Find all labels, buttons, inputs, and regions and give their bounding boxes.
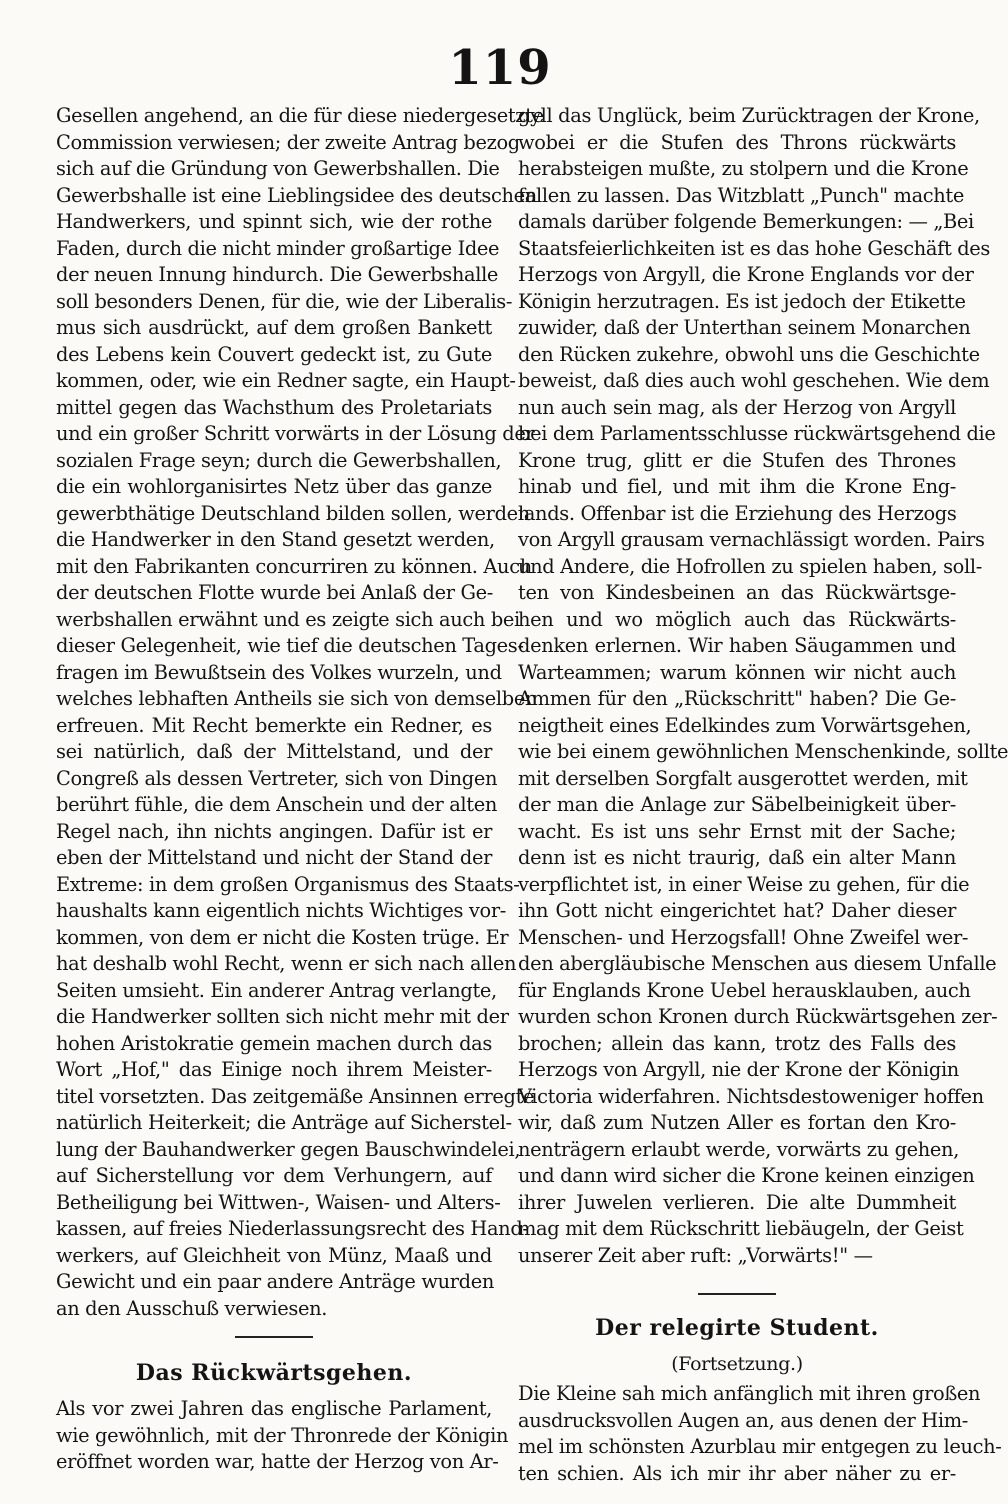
text-line: den abergläubische Menschen aus diesem Unfalle xyxy=(518,952,997,975)
text-line: welches lebhaften Antheils sie sich von demselben xyxy=(56,687,538,710)
text-line: der man die Anlage zur Säbelbeinigkeit über- xyxy=(518,793,956,816)
text-line: von Argyll grausam vernachlässigt worden. Pairs xyxy=(518,528,985,551)
article-rueckwaertsgehen-body xyxy=(56,1396,509,1476)
text-line: Betheiligung bei Wittwen-, Waisen- und Alters- xyxy=(56,1190,501,1214)
text-line: Wort „Hof," das Einige noch ihrem Meister- xyxy=(56,1058,492,1081)
text-line: die Handwerker sollten sich nicht mehr mit der xyxy=(56,1005,509,1028)
text-line: fragen im Bewußtsein des Volkes wurzeln, und xyxy=(56,660,502,684)
text-line: mit derselben Sorgfalt ausgerottet werden, mit xyxy=(518,766,968,790)
text-line: werkers, auf Gleichheit von Münz, Maaß und xyxy=(56,1243,492,1267)
text-line: soll besonders Denen, für die, wie der Liberalis- xyxy=(56,289,513,313)
text-line: Herzogs von Argyll, nie der Krone der Königin xyxy=(518,1058,959,1081)
text-line: ausdrucksvollen Augen an, aus denen der Him- xyxy=(518,1408,968,1432)
left-article-continuation xyxy=(56,103,544,1322)
text-line: für Englands Krone Uebel herausklauben, auch xyxy=(518,978,971,1002)
text-line: Menschen- und Herzogsfall! Ohne Zweifel wer- xyxy=(518,925,969,949)
text-line: Herzogs von Argyll, die Krone Englands vor der xyxy=(518,263,974,286)
right-column xyxy=(518,103,1008,1487)
text-line: Gewicht und ein paar andere Anträge wurden xyxy=(56,1270,494,1293)
text-line: eröffnet worden war, hatte der Herzog von Ar- xyxy=(56,1450,499,1473)
text-line: beweist, daß dies auch wohl geschehen. Wie dem xyxy=(518,369,990,392)
text-line: kommen, von dem er nicht die Kosten trüge. Er xyxy=(56,925,509,949)
text-line: Regel nach, ihn nichts angingen. Dafür ist er xyxy=(56,819,492,843)
text-line: ihrer Juwelen verlieren. Die alte Dummheit xyxy=(518,1190,956,1214)
text-line: haushalts kann eigentlich nichts Wichtiges vor- xyxy=(56,899,506,922)
text-line: lung der Bauhandwerker gegen Bauschwindelei, xyxy=(56,1137,521,1161)
text-line: zuwider, daß der Unterthan seinem Monarchen xyxy=(518,316,971,339)
text-line: denken erlernen. Wir haben Säugammen und xyxy=(518,634,956,657)
text-line: Congreß als dessen Vertreter, sich von Dingen xyxy=(56,766,498,790)
text-line: Staatsfeierlichkeiten ist es das hohe Geschäft des xyxy=(518,236,991,260)
text-line: Warteammen; warum können wir nicht auch xyxy=(518,660,956,684)
text-line: nenträgern erlaubt werde, vorwärts zu gehen, xyxy=(518,1137,960,1161)
left-column xyxy=(56,103,544,1476)
text-line: wie bei einem gewöhnlichen Menschenkinde, sollte xyxy=(518,740,1008,763)
text-line: sozialen Frage seyn; durch die Gewerbshallen, xyxy=(56,448,502,472)
text-line: titel vorsetzten. Das zeitgemäße Ansinnen erregte xyxy=(56,1084,535,1108)
text-line: kommen, oder, wie ein Redner sagte, ein Haupt- xyxy=(56,369,516,392)
text-line: und dann wird sicher die Krone keinen einzigen xyxy=(518,1164,975,1187)
text-line: kassen, auf freies Niederlassungsrecht des Hand- xyxy=(56,1217,529,1240)
text-line: denn ist es nicht traurig, daß ein alter Mann xyxy=(518,846,956,869)
article-relegirte-student-body xyxy=(518,1381,1002,1487)
text-line: wobei er die Stufen des Throns rückwärts xyxy=(518,130,956,154)
text-line: sei natürlich, daß der Mittelstand, und der xyxy=(56,740,492,763)
text-line: Als vor zwei Jahren das englische Parlament, xyxy=(56,1397,492,1420)
text-line: der neuen Innung hindurch. Die Gewerbshalle xyxy=(56,263,499,286)
text-line: lands. Offenbar ist die Erziehung des Herzogs xyxy=(518,501,957,525)
text-line: Commission verwiesen; der zweite Antrag bezog xyxy=(56,130,520,154)
text-line: wurden schon Kronen durch Rückwärtsgehen zer- xyxy=(518,1005,998,1028)
text-line: Ammen für den „Rückschritt" haben? Die Ge- xyxy=(518,687,956,710)
text-line: mittel gegen das Wachsthum des Proletariats xyxy=(56,395,492,419)
text-line: neigtheit eines Edelkindes zum Vorwärtsgehen, xyxy=(518,713,972,737)
text-line: und Andere, die Hofrollen zu spielen haben, soll- xyxy=(518,554,982,578)
text-line: wacht. Es ist uns sehr Ernst mit der Sache; xyxy=(518,819,956,843)
text-line: auf Sicherstellung vor dem Verhungern, auf xyxy=(56,1164,492,1187)
text-line: hohen Aristokratie gemein machen durch das xyxy=(56,1031,492,1055)
text-line: fallen zu lassen. Das Witzblatt „Punch" machte xyxy=(518,183,964,207)
text-line: des Lebens kein Couvert gedeckt ist, zu Gute xyxy=(56,342,492,366)
text-line: brochen; allein das kann, trotz des Falls des xyxy=(518,1031,956,1055)
text-line: verpflichtet ist, in einer Weise zu gehen, für die xyxy=(518,872,970,896)
text-line: eben der Mittelstand und nicht der Stand der xyxy=(56,846,492,869)
text-line: mel im schönsten Azurblau mir entgegen zu leuch- xyxy=(518,1435,1002,1458)
text-line: gyll das Unglück, beim Zurücktragen der Krone, xyxy=(518,104,980,127)
text-line: erfreuen. Mit Recht bemerkte ein Redner, es xyxy=(56,713,492,737)
text-line: Krone trug, glitt er die Stufen des Thrones xyxy=(518,448,956,472)
text-line: gewerbthätige Deutschland bilden sollen, werden xyxy=(56,501,530,525)
text-line: Faden, durch die nicht minder großartige Idee xyxy=(56,236,500,260)
text-line: dieser Gelegenheit, wie tief die deutschen Tages- xyxy=(56,634,524,657)
text-line: werbshallen erwähnt und es zeigte sich auch bei xyxy=(56,607,520,631)
section-divider xyxy=(235,1336,313,1338)
text-line: hen und wo möglich auch das Rückwärts- xyxy=(518,607,956,631)
text-line: berührt fühle, die dem Anschein und der alten xyxy=(56,793,497,816)
section-divider xyxy=(698,1293,776,1295)
page-number: 119 xyxy=(448,40,552,96)
section-title-rueckwaertsgehen: Das Rückwärtsgehen. xyxy=(135,1360,413,1386)
text-line: bei dem Parlamentsschlusse rückwärtsgehend die xyxy=(518,422,996,445)
text-line: Gesellen angehend, an die für diese niedergesetzte xyxy=(56,104,544,127)
text-line: die Handwerker in den Stand gesetzt werden, xyxy=(56,528,495,551)
text-line: ihn Gott nicht eingerichtet hat? Daher dieser xyxy=(518,899,956,922)
text-line: damals darüber folgende Bemerkungen: — „Bei xyxy=(518,210,974,233)
text-line: mag mit dem Rückschritt liebäugeln, der Geist xyxy=(518,1217,964,1240)
section-title-relegirte-student: Der relegirte Student. xyxy=(595,1315,879,1341)
text-line: Gewerbshalle ist eine Lieblingsidee des deutschen xyxy=(56,183,537,207)
text-line: Die Kleine sah mich anfänglich mit ihren großen xyxy=(518,1382,981,1405)
text-line: Seiten umsieht. Ein anderer Antrag verlangte, xyxy=(56,978,497,1002)
text-line: hat deshalb wohl Recht, wenn er sich nach allen xyxy=(56,952,517,975)
text-line: mit den Fabrikanten concurriren zu können. Auch xyxy=(56,554,532,578)
text-line: hinab und fiel, und mit ihm die Krone Eng- xyxy=(518,475,956,498)
text-line: Victoria widerfahren. Nichtsdestoweniger hoffen xyxy=(518,1084,984,1108)
text-line: unserer Zeit aber ruft: „Vorwärts!" — xyxy=(518,1243,873,1267)
text-line: sich auf die Gründung von Gewerbshallen. Die xyxy=(56,157,500,180)
text-line: ten schien. Als ich mir ihr aber näher zu er- xyxy=(518,1461,956,1485)
text-line: der deutschen Flotte wurde bei Anlaß der Ge- xyxy=(56,581,493,604)
text-line: wie gewöhnlich, mit der Thronrede der Königin xyxy=(56,1423,509,1447)
text-line: nun auch sein mag, als der Herzog von Argyll xyxy=(518,395,956,419)
text-line: die ein wohlorganisirtes Netz über das ganze xyxy=(56,475,492,498)
text-line: ten von Kindesbeinen an das Rückwärtsge- xyxy=(518,581,956,604)
text-line: mus sich ausdrückt, auf dem großen Bankett xyxy=(56,316,492,339)
text-line: Extreme: in dem großen Organismus des Staats- xyxy=(56,872,520,896)
text-line: an den Ausschuß verwiesen. xyxy=(56,1296,328,1320)
section-subtitle: (Fortsetzung.) xyxy=(671,1353,803,1375)
text-line: und ein großer Schritt vorwärts in der Lösung der xyxy=(56,422,535,445)
article-rueckwaertsgehen-continuation xyxy=(518,103,1008,1269)
text-line: wir, daß zum Nutzen Aller es fortan den Kro- xyxy=(518,1111,956,1134)
text-line: Handwerkers, und spinnt sich, wie der rothe xyxy=(56,210,492,233)
text-line: herabsteigen mußte, zu stolpern und die Krone xyxy=(518,157,969,180)
text-line: natürlich Heiterkeit; die Anträge auf Sicherstel- xyxy=(56,1111,512,1134)
text-line: Königin herzutragen. Es ist jedoch der Etikette xyxy=(518,289,966,313)
text-line: den Rücken zukehre, obwohl uns die Geschichte xyxy=(518,342,980,366)
